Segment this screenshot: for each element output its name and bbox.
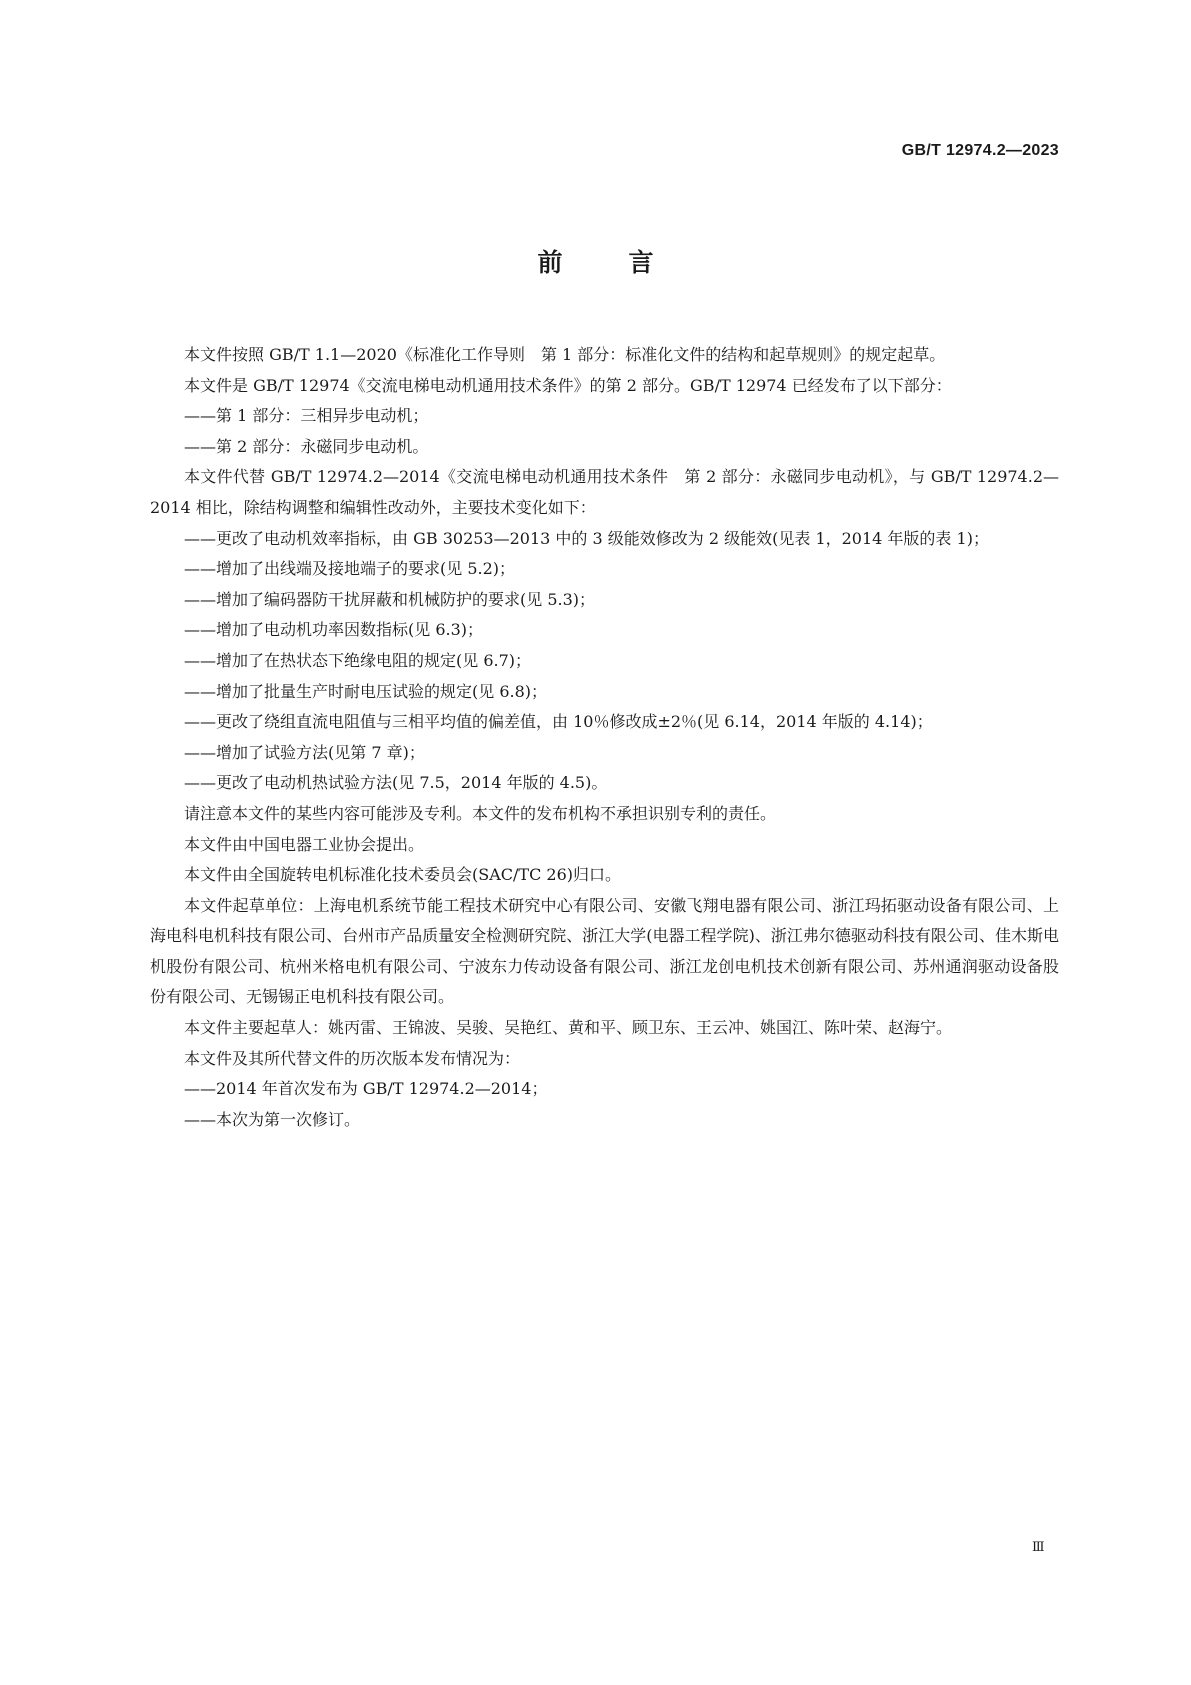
list-item-part: ——第 2 部分：永磁同步电动机。: [184, 436, 429, 456]
list-item-change: ——增加了编码器防干扰屏蔽和机械防护的要求(见 5.3)；: [184, 589, 596, 609]
paragraph-history: 本文件及其所代替文件的历次版本发布情况为：: [184, 1048, 521, 1068]
list-item-change: ——增加了在热状态下绝缘电阻的规定(见 6.7)；: [184, 650, 532, 670]
list-item-change: ——增加了出线端及接地端子的要求(见 5.2)；: [184, 559, 516, 579]
list-item-change: ——增加了试验方法(见第 7 章)；: [184, 742, 425, 762]
list-item-change: ——增加了电动机功率因数指标(见 6.3)；: [184, 620, 484, 640]
list-item-change: ——更改了绕组直流电阻值与三相平均值的偏差值，由 10％修改成±2％(见 6.14，2014 年版的 4.14)；: [184, 712, 933, 732]
foreword-body: [150, 340, 1059, 1135]
list-item-part: ——第 1 部分：三相异步电动机；: [184, 406, 429, 426]
paragraph-patent-notice: 请注意本文件的某些内容可能涉及专利。本文件的发布机构不承担识别专利的责任。: [184, 803, 777, 823]
paragraph-committee: 本文件由全国旋转电机标准化技术委员会(SAC/TC 26)归口。: [184, 865, 621, 885]
paragraph-proposer: 本文件由中国电器工业协会提出。: [184, 834, 425, 854]
paragraph-drafting-rules: 本文件按照 GB/T 1.1—2020《标准化工作导则 第 1 部分：标准化文件的结构和起草规则》的规定起草。: [184, 345, 946, 364]
paragraph-series-info: 本文件是 GB/T 12974《交流电梯电动机通用技术条件》的第 2 部分。GB/T 12974 已经发布了以下部分：: [184, 375, 952, 395]
list-item-change: ——更改了电动机热试验方法(见 7.5，2014 年版的 4.5)。: [184, 773, 608, 793]
list-item-change: ——增加了批量生产时耐电压试验的规定(见 6.8)；: [184, 681, 548, 701]
paragraph-drafting-units: 本文件起草单位：上海电机系统节能工程技术研究中心有限公司、安徽飞翔电器有限公司、浙江玛拓驱动设备有限公司、上海电科电机科技有限公司、台州市产品质量安全检测研究院、浙江大学(电器工程学院)、浙江弗尔德驱动科技有限公司、佳木斯电机股份有限公司、杭州米格电机有限公司、宁波东力传动设备有限公司、浙江龙创电机技术创新有限公司、苏州通润驱动设备股份有限公司、无锡锡正电机科技有限公司。: [150, 895, 1059, 1007]
paragraph-drafters: 本文件主要起草人：姚丙雷、王锦波、吴骏、吴艳红、黄和平、顾卫东、王云冲、姚国江、陈叶荣、赵海宁。: [184, 1018, 953, 1038]
list-item-history: ——本次为第一次修订。: [184, 1109, 361, 1129]
list-item-history: ——2014 年首次发布为 GB/T 12974.2—2014；: [184, 1079, 548, 1099]
paragraph-replacement: 本文件代替 GB/T 12974.2—2014《交流电梯电动机通用技术条件 第 2 部分：永磁同步电动机》，与 GB/T 12974.2—2014 相比，除结构调整和编辑性改动外，主要技术变化如下：: [150, 467, 1059, 517]
page-number: Ⅲ: [1032, 1540, 1045, 1555]
page-title: 前言: [537, 248, 720, 277]
list-item-change: ——更改了电动机效率指标，由 GB 30253—2013 中的 3 级能效修改为 2 级能效(见表 1，2014 年版的表 1)；: [184, 528, 989, 548]
standard-code: GB/T 12974.2—2023: [901, 142, 1059, 159]
